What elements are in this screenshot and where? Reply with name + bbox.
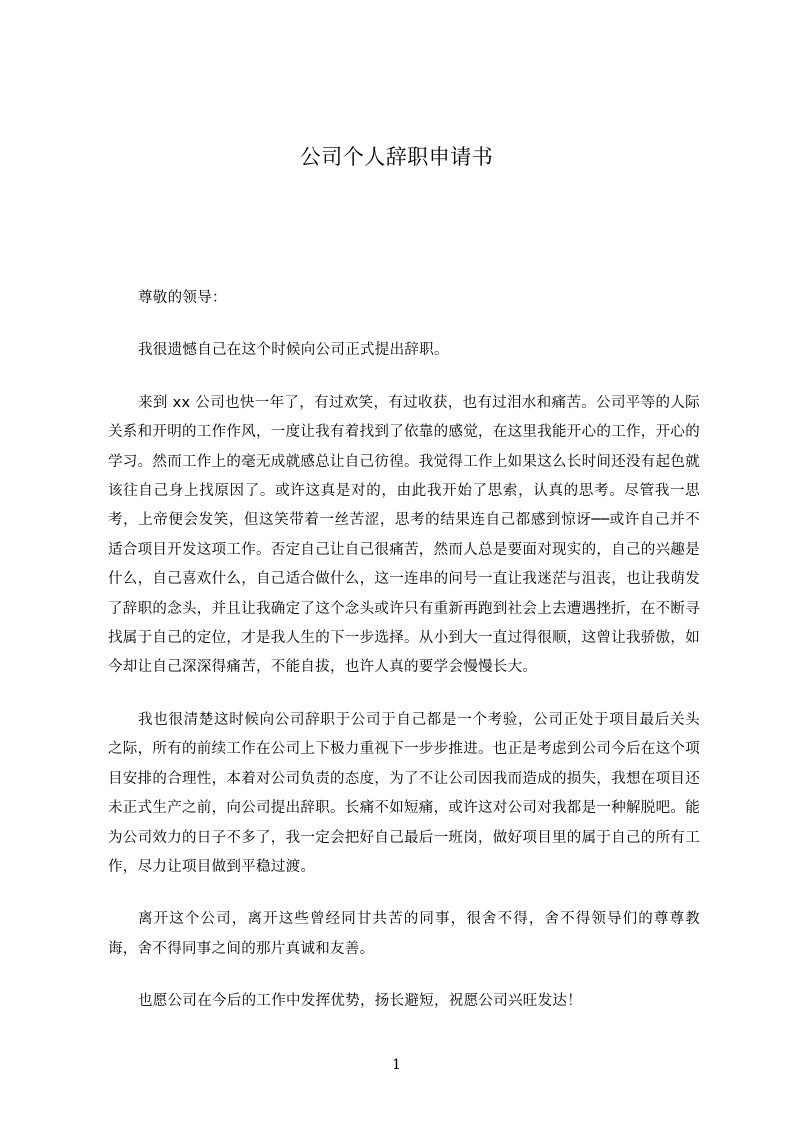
paragraph-wishes: 也愿公司在今后的工作中发挥优势，扬长避短，祝愿公司兴旺发达！	[138, 993, 582, 1010]
document-title: 公司个人辞职申请书	[299, 145, 494, 169]
document-body	[108, 284, 700, 1017]
paragraph-resignation-statement: 我很遗憾自己在这个时候向公司正式提出辞职。	[138, 342, 449, 359]
page-number: 1	[392, 1057, 401, 1073]
paragraph-reflection: 来到 xx 公司也快一年了，有过欢笑，有过收获，也有过泪水和痛苦。公司平等的人际关系和开明的工作作风，一度让我有着找到了依靠的感觉，在这里我能开心的工作，开心的学习。然而工作上的毫无成就感总让自己彷徨。我觉得工作上如果这么长时间还没有起色就该往自己身上找原因了。或许这真是对的，由此我开始了思索，认真的思考。尽管我一思考，上帝便会发笑，但这笑带着一丝苦涩，思考的结果连自己都感到惊讶──或许自己并不适合项目开发这项工作。否定自己让自己很痛苦，然而人总是要面对现实的，自己的兴趣是什么，自己喜欢什么，自己适合做什么，这一连串的问号一直让我迷茫与沮丧，也让我萌发了辞职的念头，并且让我确定了这个念头或许只有重新再跑到社会上去遭遇挫折，在不断寻找属于自己的定位，才是我人生的下一步选择。从小到大一直过得很顺，这曾让我骄傲，如今却让自己深深得痛苦，不能自拔，也许人真的要学会慢慢长大。	[108, 394, 700, 676]
paragraph-farewell: 离开这个公司，离开这些曾经同甘共苦的同事，很舍不得，舍不得领导们的尊尊教诲，舍不得同事之间的那片真诚和友善。	[108, 911, 700, 957]
paragraph-responsibility: 我也很清楚这时候向公司辞职于公司于自己都是一个考验，公司正处于项目最后关头之际，所有的前续工作在公司上下极力重视下一步步推进。也正是考虑到公司今后在这个项目安排的合理性，本着对公司负责的态度，为了不让公司因我而造成的损失，我想在项目还未正式生产之前，向公司提出辞职。长痛不如短痛，或许这对公司对我都是一种解脱吧。能为公司效力的日子不多了，我一定会把好自己最后一班岗，做好项目里的属于自己的所有工作，尽力让项目做到平稳过渡。	[108, 711, 700, 875]
salutation: 尊敬的领导：	[138, 290, 227, 306]
